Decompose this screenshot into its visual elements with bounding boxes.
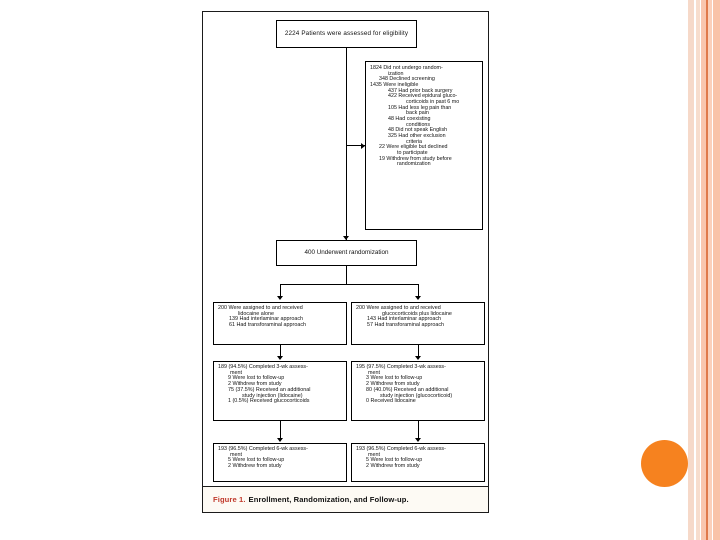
exclusion-line: 1824 Did not undergo random- bbox=[370, 65, 443, 71]
arm-right-line: glucocorticoids plus lidocaine bbox=[382, 310, 452, 317]
wk6-left-line: 2 Withdrew from study bbox=[228, 463, 282, 470]
connector-right-arm-drop bbox=[418, 284, 419, 296]
arm-left-line: 139 Had interlaminar approach bbox=[229, 316, 304, 323]
exclusion-line: 1435 Were ineligible bbox=[370, 81, 419, 88]
arrowhead-right-wk6 bbox=[415, 438, 421, 442]
exclusion-line: 19 Withdrew from study before bbox=[379, 155, 452, 162]
exclusion-line: to participate bbox=[397, 149, 428, 156]
wk6-right-line: 2 Withdrew from study bbox=[366, 463, 420, 470]
wk3-right-line: 3 Were lost to follow-up bbox=[366, 375, 423, 382]
exclusion-line: corticoids in past 6 mo bbox=[406, 98, 460, 105]
figure-title: Enrollment, Randomization, and Follow-up. bbox=[248, 495, 409, 504]
box-week3-lidocaine bbox=[213, 361, 347, 421]
connector-enroll-to-random bbox=[346, 48, 347, 240]
arm-left-line: 61 Had transforaminal approach bbox=[229, 322, 307, 329]
arm-right-line: 200 Were assigned to and received bbox=[356, 305, 441, 311]
exclusion-line: randomization bbox=[397, 161, 431, 168]
connector-random-down bbox=[346, 266, 347, 285]
exclusion-line: ization bbox=[388, 70, 404, 77]
flow-diagram-area bbox=[203, 12, 488, 486]
connector-left-arm-drop bbox=[280, 284, 281, 296]
connector-random-split bbox=[280, 284, 419, 285]
wk3-left-line: 1 (0.5%) Received glucocorticoids bbox=[228, 398, 310, 405]
figure-number: Figure 1. bbox=[213, 495, 246, 504]
arrowhead-left-arm bbox=[277, 296, 283, 300]
wk3-left-line: 189 (94.5%) Completed 3-wk assess- bbox=[218, 364, 308, 370]
decor-stripe-5 bbox=[708, 0, 712, 540]
wk6-left-line: ment bbox=[230, 451, 242, 458]
exclusion-line: criteria bbox=[406, 138, 423, 145]
wk3-left-line: ment bbox=[230, 369, 242, 376]
exclusion-line: 437 Had prior back surgery bbox=[388, 87, 453, 94]
exclusion-line: 48 Had coexisting bbox=[388, 115, 431, 122]
arrowhead-left-wk3 bbox=[277, 356, 283, 360]
wk3-left-line: 2 Withdrew from study bbox=[228, 381, 282, 388]
wk3-right-line: ment bbox=[368, 369, 380, 376]
enrollment-text: 2224 Patients were assessed for eligibility bbox=[284, 29, 409, 37]
wk3-right-line: study injection (glucocorticoid) bbox=[380, 392, 453, 399]
box-week6-glucocorticoid bbox=[351, 443, 485, 482]
arm-right-line: 57 Had transforaminal approach bbox=[367, 322, 445, 329]
decor-stripe-6 bbox=[713, 0, 720, 540]
decor-orange-circle bbox=[641, 440, 688, 487]
figure-caption bbox=[203, 486, 488, 512]
box-exclusions bbox=[365, 61, 483, 230]
arrowhead-left-wk6 bbox=[277, 438, 283, 442]
decor-stripe-1 bbox=[688, 0, 694, 540]
exclusion-line: 48 Did not speak English bbox=[388, 127, 448, 134]
wk6-right-line: ment bbox=[368, 451, 380, 458]
wk6-left-line: 193 (96.5%) Completed 6-wk assess- bbox=[218, 446, 308, 452]
arm-left-line: lidocaine alone bbox=[238, 310, 274, 317]
wk6-right-line: 193 (96.5%) Completed 6-wk assess- bbox=[356, 446, 446, 452]
connector-left-arm-to-wk3 bbox=[280, 345, 281, 356]
box-randomization bbox=[276, 240, 417, 266]
exclusion-line: 105 Had less leg pain than bbox=[388, 104, 452, 111]
consort-flow-figure bbox=[202, 11, 489, 513]
exclusion-line: 348 Declined screening bbox=[379, 76, 435, 83]
wk3-left-line: 9 Were lost to follow-up bbox=[228, 375, 285, 382]
arm-left-line: 200 Were assigned to and received bbox=[218, 305, 303, 311]
exclusion-line: conditions bbox=[406, 121, 431, 128]
arrowhead-right-arm bbox=[415, 296, 421, 300]
wk3-right-line: 0 Received lidocaine bbox=[366, 398, 416, 405]
exclusion-line: back pain bbox=[406, 110, 429, 117]
decor-stripe-2 bbox=[696, 0, 700, 540]
connector-left-wk3-to-wk6 bbox=[280, 421, 281, 438]
wk3-right-line: 80 (40.0%) Received an additional bbox=[366, 386, 449, 393]
connector-right-wk3-to-wk6 bbox=[418, 421, 419, 438]
wk6-left-line: 5 Were lost to follow-up bbox=[228, 457, 285, 464]
randomization-text: 400 Underwent randomization bbox=[304, 248, 389, 256]
wk6-right-line: 5 Were lost to follow-up bbox=[366, 457, 423, 464]
wk3-right-line: 2 Withdrew from study bbox=[366, 381, 420, 388]
box-week3-glucocorticoid bbox=[351, 361, 485, 421]
exclusion-line: 422 Received epidural gluco- bbox=[388, 93, 458, 100]
wk3-left-line: study injection (lidocaine) bbox=[242, 392, 303, 399]
wk3-right-line: 195 (97.5%) Completed 3-wk assess- bbox=[356, 364, 446, 370]
box-arm-glucocorticoid bbox=[351, 302, 485, 345]
exclusion-line: 22 Were eligible but declined bbox=[379, 144, 448, 151]
box-enrollment bbox=[276, 20, 417, 48]
box-week6-lidocaine bbox=[213, 443, 347, 482]
connector-right-arm-to-wk3 bbox=[418, 345, 419, 356]
arm-right-line: 143 Had interlaminar approach bbox=[367, 316, 442, 323]
arrowhead-right-wk3 bbox=[415, 356, 421, 360]
wk3-left-line: 75 (37.5%) Received an additional bbox=[228, 386, 311, 393]
box-arm-lidocaine bbox=[213, 302, 347, 345]
exclusion-line: 325 Had other exclusion bbox=[388, 132, 446, 139]
